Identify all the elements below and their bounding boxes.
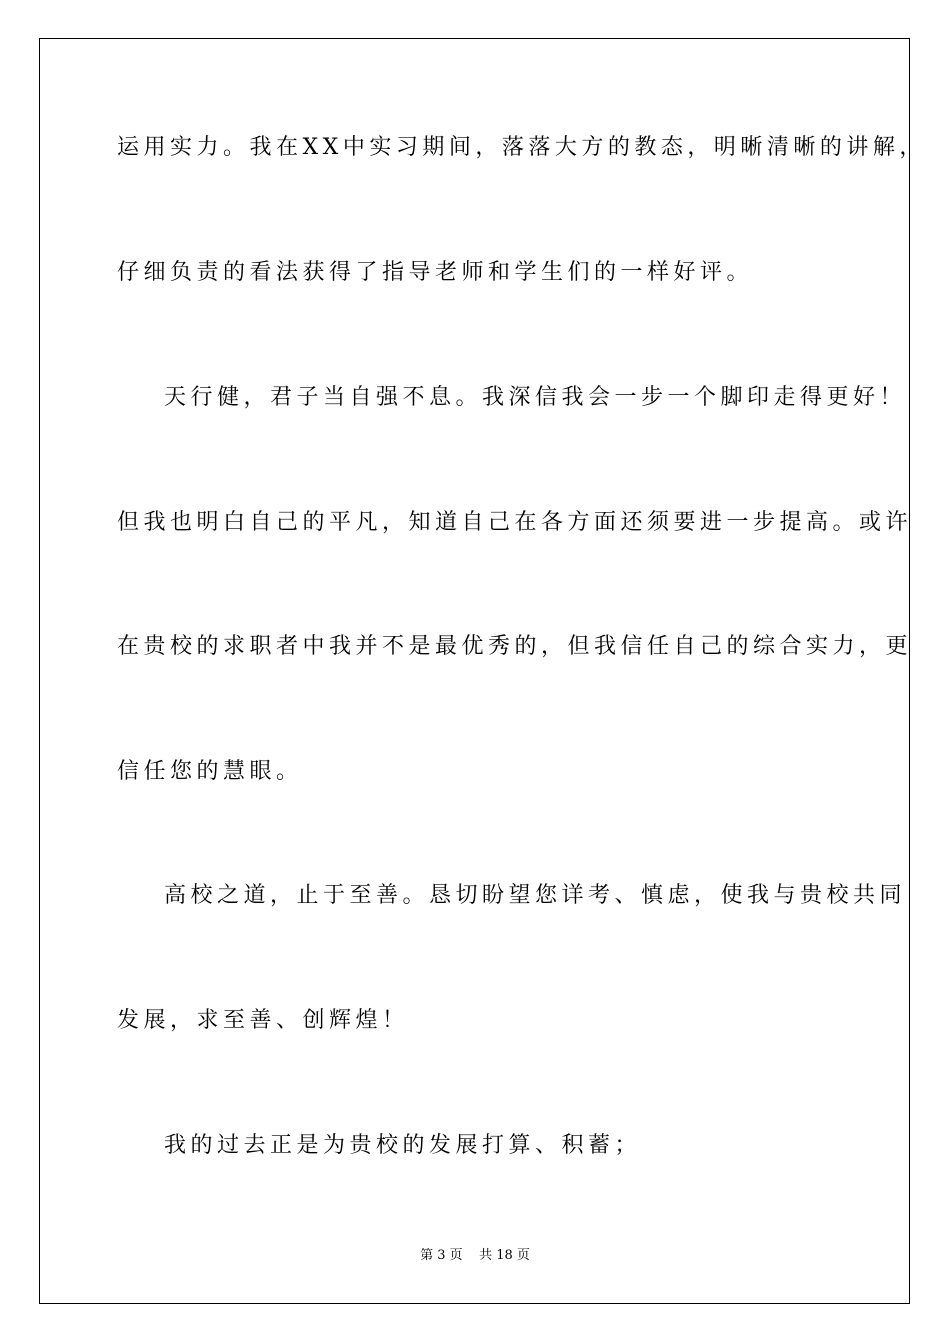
body-line-7: 高校之道，止于至善。恳切盼望您详考、慎虑，使我与贵校共同 <box>164 883 907 908</box>
page-frame <box>39 38 926 1304</box>
body-line-6: 信任您的慧眼。 <box>117 759 303 784</box>
body-line-3: 天行健，君子当自强不息。我深信我会一步一个脚印走得更好！ <box>164 385 907 410</box>
body-line-4: 但我也明白自己的平凡，知道自己在各方面还须要进一步提高。或许 <box>117 510 913 535</box>
body-line-2: 仔细负责的看法获得了指导老师和学生们的一样好评。 <box>117 260 754 285</box>
body-line-1: 运用实力。我在XX中实习期间，落落大方的教态，明晰清晰的讲解， <box>117 135 926 160</box>
body-line-9: 我的过去正是为贵校的发展打算、积蓄； <box>164 1133 642 1158</box>
body-line-8: 发展，求至善、创辉煌！ <box>117 1008 409 1033</box>
page-number-footer: 第 3 页 共 18 页 <box>420 1248 530 1263</box>
body-line-5: 在贵校的求职者中我并不是最优秀的，但我信任自己的综合实力，更 <box>117 634 913 659</box>
